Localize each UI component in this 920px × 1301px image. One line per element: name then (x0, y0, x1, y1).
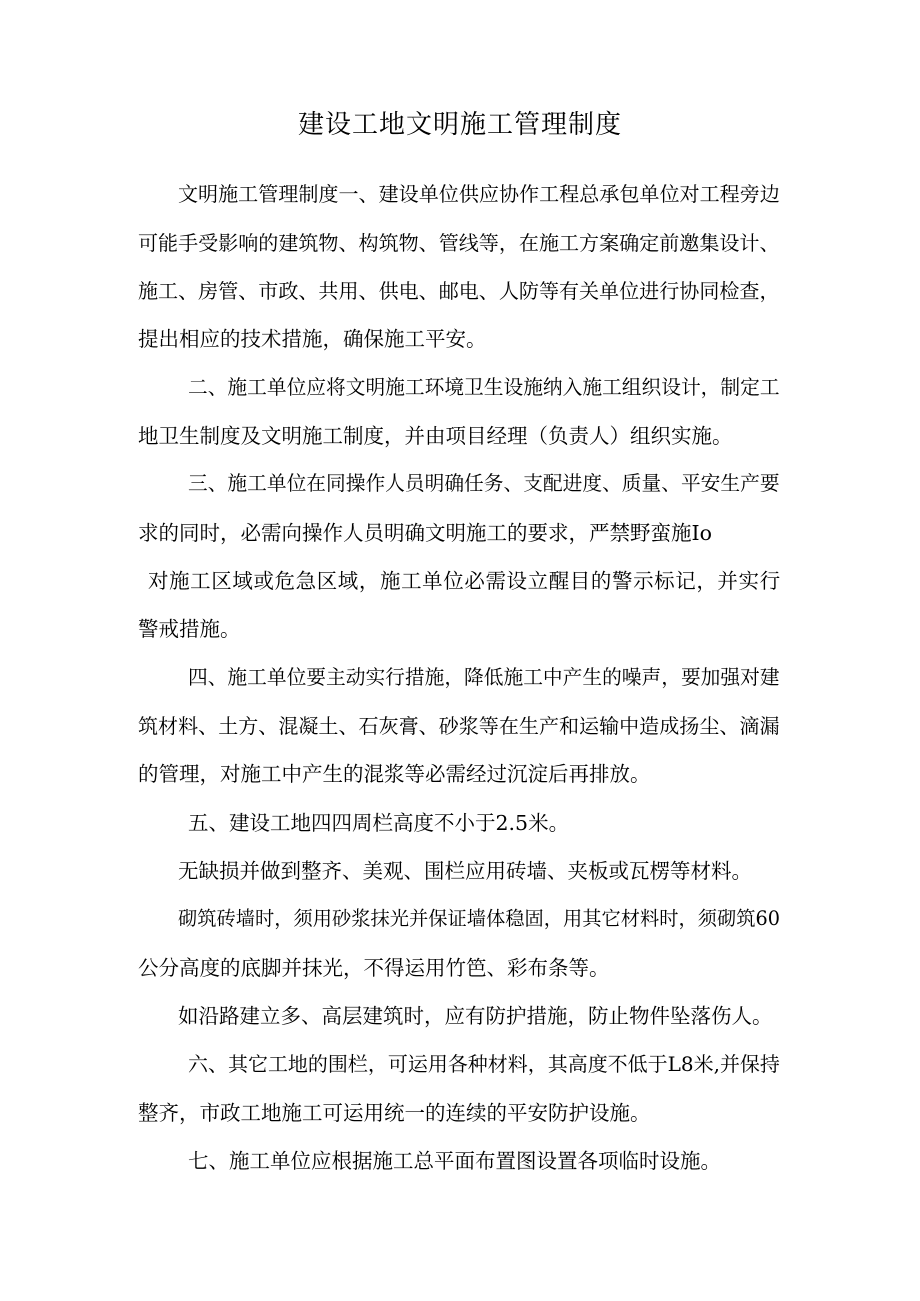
text-line: 文明施工管理制度一、建设单位供应协作工程总承包单位对工程旁边 (178, 182, 780, 206)
text-line: 砌筑砖墙时，须用砂浆抹光并保证墙体稳固，用其它材料时，须砌筑60 (178, 907, 780, 930)
text-line: 筑材料、土方、混凝土、石灰膏、砂浆等在生产和运输中造成扬尘、滴漏 (138, 714, 780, 738)
text-line: 无缺损并做到整齐、美观、围栏应用砖墙、夹板或瓦楞等材料。 (178, 859, 752, 883)
text-line: 七、施工单位应根据施工总平面布置图设置各项临时设施。 (188, 1149, 721, 1173)
text-line: 三、施工单位在同操作人员明确任务、支配进度、质量、平安生产要 (188, 472, 780, 495)
text-line: 二、施工单位应将文明施工环境卫生设施纳入施工组织设计，制定工 (188, 376, 780, 399)
text-line: 六、其它工地的围栏，可运用各种材料，其高度不低于L8米,并保持 (188, 1052, 780, 1076)
document-title: 建设工地文明施工管理制度 (297, 110, 622, 140)
text-line: 警戒措施。 (138, 617, 241, 641)
text-line: 可能手受影响的建筑物、构筑物、管线等，在施工方案确定前邀集设计、 (138, 231, 780, 255)
text-line: 施工、房管、市政、共用、供电、邮电、人防等有关单位进行协同检查， (138, 279, 780, 303)
text-line: 如沿路建立多、高层建筑时，应有防护措施，防止物件坠落伤人。 (178, 1004, 773, 1028)
text-line: 地卫生制度及文明施工制度，并由项目经理（负责人）组织实施。 (138, 424, 733, 448)
text-line: 公分高度的底脚并抹光，不得运用竹笆、彩布条等。 (138, 956, 610, 980)
text-line: 五、建设工地四四周栏高度不小于2.5米。 (188, 811, 570, 835)
text-line: 提出相应的技术措施，确保施工平安。 (138, 327, 487, 351)
text-line: 整齐，市政工地施工可运用统一的连续的平安防护设施。 (138, 1101, 651, 1125)
text-line: 求的同时，必需向操作人员明确文明施工的要求，严禁野蛮施Io (138, 521, 712, 545)
text-line: 四、施工单位要主动实行措施，降低施工中产生的噪声，要加强对建 (188, 666, 780, 689)
text-line: 的管理，对施工中产生的混浆等必需经过沉淀后再排放。 (138, 762, 651, 786)
text-line: 对施工区域或危急区域，施工单位必需设立醒目的警示标记，并实行 (148, 569, 781, 593)
